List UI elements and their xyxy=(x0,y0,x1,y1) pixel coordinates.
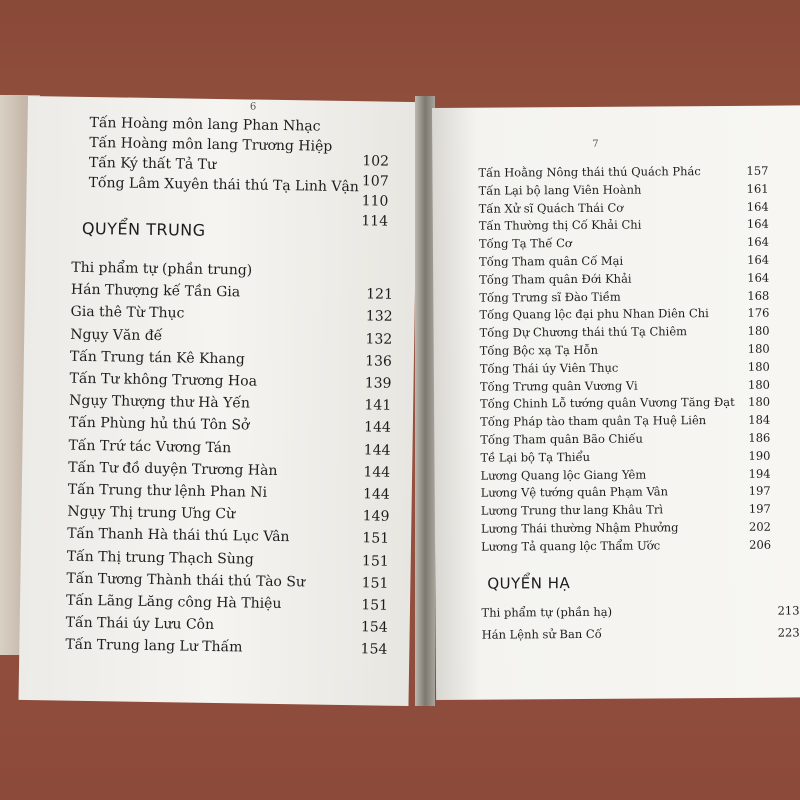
toc-entry-title: Tấn Trung lang Lư Thấm xyxy=(65,637,243,656)
toc-entry-title: Tề Lại bộ Tạ Thiểu xyxy=(480,449,591,465)
toc-entry-page: 144 xyxy=(363,464,391,481)
toc-entry-title: Tấn Tư đồ duyện Trương Hàn xyxy=(68,459,278,479)
toc-entry-title: Tống Quang lộc đại phu Nhan Diên Chi xyxy=(479,306,709,323)
toc-entry-title: Ngụy Thị trung Ưng Cừ xyxy=(67,503,236,523)
toc-entry xyxy=(479,235,769,255)
toc-entry-page: 213 xyxy=(777,603,800,618)
toc-entry xyxy=(480,324,770,344)
toc-entry-title: Tấn Lại bộ lang Viên Hoành xyxy=(478,182,642,198)
toc-entry-title: Tấn Thái úy Lưu Côn xyxy=(65,614,215,634)
toc-entry-title: Tống Chinh Lỗ tướng quân Vương Tăng Đạt xyxy=(480,395,735,412)
toc-entry-page: 186 xyxy=(748,430,771,445)
toc-entry-page: 151 xyxy=(361,575,389,592)
toc-entry xyxy=(479,288,769,308)
toc-entry xyxy=(479,306,769,326)
toc-entry-page: 154 xyxy=(360,619,388,636)
toc-entry-page: 194 xyxy=(748,466,771,481)
toc-entry-page: 144 xyxy=(363,441,391,459)
toc-entry xyxy=(481,603,799,627)
toc-entry-title: Tấn Thanh Hà thái thú Lục Vân xyxy=(66,526,290,546)
toc-entry-page: 190 xyxy=(748,448,771,463)
toc-entry-title: Tống Tham quân Cố Mại xyxy=(479,253,624,269)
toc-entry-title: Tống Lâm Xuyên thái thú Tạ Linh Vận xyxy=(88,174,359,196)
toc-entry-page: 161 xyxy=(746,181,769,196)
toc-entry-page: 107 xyxy=(361,173,389,190)
toc-entry xyxy=(481,520,771,540)
toc-entry-page: 168 xyxy=(747,288,770,303)
toc-entry-title: Tống Bộc xạ Tạ Hỗn xyxy=(479,342,599,358)
toc-entry-title: Tống Trưng quân Vương Vi xyxy=(479,378,638,394)
toc-entry-page: 149 xyxy=(362,508,390,525)
toc-entry xyxy=(481,466,771,486)
toc-entry-title: Tống Dự Chương thái thú Tạ Chiêm xyxy=(479,324,688,340)
toc-entry xyxy=(479,253,769,273)
toc-entry-page: 180 xyxy=(747,359,770,374)
toc-entry-page: 164 xyxy=(746,234,769,249)
toc-entry xyxy=(480,395,770,415)
toc-entry-page: 184 xyxy=(748,412,771,427)
toc-entry-title: Tấn Hoàng môn lang Phan Nhạc xyxy=(89,114,321,135)
toc-entry-title: Tống Tạ Thế Cơ xyxy=(478,236,572,251)
toc-entry-page: 110 xyxy=(361,193,389,210)
toc-entry-page: 164 xyxy=(746,199,769,214)
toc-entry-title: Tấn Hoằng Nông thái thú Quách Phác xyxy=(478,164,701,180)
toc-entry-title: Tống Trưng sĩ Đào Tiềm xyxy=(479,289,621,305)
toc-entry-page: 121 xyxy=(366,286,394,303)
toc-entry-page: 202 xyxy=(748,519,771,534)
toc-entry-page: 151 xyxy=(361,597,389,614)
toc-entry-title: Tấn Xử sĩ Quách Thái Cơ xyxy=(478,200,624,216)
toc-entry-title: Hán Lệnh sử Ban Cố xyxy=(481,626,602,642)
toc-entry-title: Tấn Tương Thành thái thú Tào Sư xyxy=(66,570,306,591)
toc-entry-page: 164 xyxy=(746,217,769,232)
toc-entry xyxy=(479,217,769,237)
toc-entry-title: Tấn Thường thị Cố Khải Chi xyxy=(478,217,642,234)
toc-entry-title: Tấn Phùng hủ thú Tôn Sở xyxy=(68,415,250,434)
toc-entry-title: Gia thê Từ Thục xyxy=(70,304,185,322)
toc-entry xyxy=(480,377,770,397)
toc-entry-page: 132 xyxy=(365,308,393,326)
toc-entry-page: 154 xyxy=(360,641,388,659)
toc-entry xyxy=(482,625,800,649)
toc-entry-title: Tống Pháp tào tham quân Tạ Huệ Liên xyxy=(480,413,707,429)
toc-entry-title: Thi phẩm tự (phần trung) xyxy=(71,259,253,279)
toc-entry-page: 197 xyxy=(748,501,771,516)
toc-entry-title: Tấn Tư không Trương Hoa xyxy=(69,370,258,390)
toc-entry-title: Tống Thái úy Viên Thục xyxy=(479,360,619,376)
toc-entry-page: 206 xyxy=(749,537,772,552)
toc-entry-page: 144 xyxy=(363,419,391,437)
toc-entry-title: Tấn Trung thư lệnh Phan Ni xyxy=(67,481,268,501)
toc-entry-title: Tống Tham quân Bão Chiếu xyxy=(480,431,643,447)
toc-entry-title: Hán Thượng kế Tần Gia xyxy=(70,281,241,301)
page-number: 6 xyxy=(249,101,257,113)
section-heading: QUYỂN TRUNG xyxy=(81,218,206,240)
toc-entry-title: Tấn Trứ tác Vương Tán xyxy=(68,437,232,456)
toc-entry-page: 180 xyxy=(747,377,770,392)
toc-entry-page: 144 xyxy=(362,486,390,503)
toc-entry-page: 151 xyxy=(361,552,389,570)
toc-entry xyxy=(479,270,769,290)
toc-entry-title: Lương Trung thư lang Khâu Trì xyxy=(480,502,664,518)
toc-entry-page: 136 xyxy=(365,353,392,370)
toc-entry-page: 164 xyxy=(747,252,770,267)
toc-entry-page: 180 xyxy=(748,395,771,410)
right-page xyxy=(432,105,800,700)
toc-entry xyxy=(479,199,769,219)
toc-entry-title: Ngụy Thượng thư Hà Yến xyxy=(69,392,251,412)
toc-entry-page: 223 xyxy=(777,625,800,640)
toc-entry-title: Lương Thái thường Nhậm Phưởng xyxy=(480,520,679,536)
toc-entry xyxy=(480,359,770,379)
toc-entry-title: Tấn Hoàng môn lang Trương Hiệp xyxy=(89,134,333,155)
page-number: 7 xyxy=(592,138,599,150)
section-heading: QUYỂN HẠ xyxy=(487,574,571,593)
toc-entry xyxy=(65,637,387,664)
toc-entry-title: Thi phẩm tự (phần hạ) xyxy=(481,604,613,620)
toc-entry-page: 164 xyxy=(747,270,770,285)
toc-entry-page: 157 xyxy=(746,163,769,178)
toc-entry-page: 151 xyxy=(362,530,390,548)
toc-entry xyxy=(480,342,770,362)
toc-entry-title: Ngụy Văn đế xyxy=(70,326,163,344)
left-page xyxy=(19,96,418,706)
toc-entry-page: 114 xyxy=(361,213,389,230)
toc-entry xyxy=(481,484,771,504)
toc-entry-page: 197 xyxy=(748,484,771,499)
toc-entry-page: 180 xyxy=(747,341,770,356)
toc-entry xyxy=(479,181,769,201)
toc-entries xyxy=(432,105,800,554)
toc-entry xyxy=(480,413,770,433)
toc-entry xyxy=(481,537,771,557)
toc-entry-page: 180 xyxy=(747,323,770,338)
toc-entry-page: 176 xyxy=(747,306,770,321)
toc-entry-title: Tấn Lãng Lăng công Hà Thiệu xyxy=(65,592,282,613)
toc-entry xyxy=(478,164,768,184)
toc-entry-title: Tấn Thị trung Thạch Sùng xyxy=(66,548,254,568)
toc-entry-page: 102 xyxy=(362,153,390,170)
toc-entry-title: Lương Tả quang lộc Thẩm Ước xyxy=(481,538,661,554)
toc-entry-title: Tống Tham quân Đới Khải xyxy=(479,271,632,287)
toc-entry-title: Lương Quang lộc Giang Yêm xyxy=(480,467,647,483)
toc-entry-title: Tấn Trung tán Kê Khang xyxy=(69,348,245,368)
toc-entry-title: Lương Vệ tướng quân Phạm Vân xyxy=(480,484,669,501)
toc-entry-title: Tấn Ký thất Tả Tư xyxy=(88,154,217,173)
toc-entry xyxy=(480,448,770,468)
toc-entry-page: 132 xyxy=(365,330,393,348)
toc-entry-page: 139 xyxy=(364,375,392,392)
toc-entry xyxy=(480,431,770,451)
toc-entry xyxy=(481,502,771,522)
toc-entry-page: 141 xyxy=(364,397,392,414)
